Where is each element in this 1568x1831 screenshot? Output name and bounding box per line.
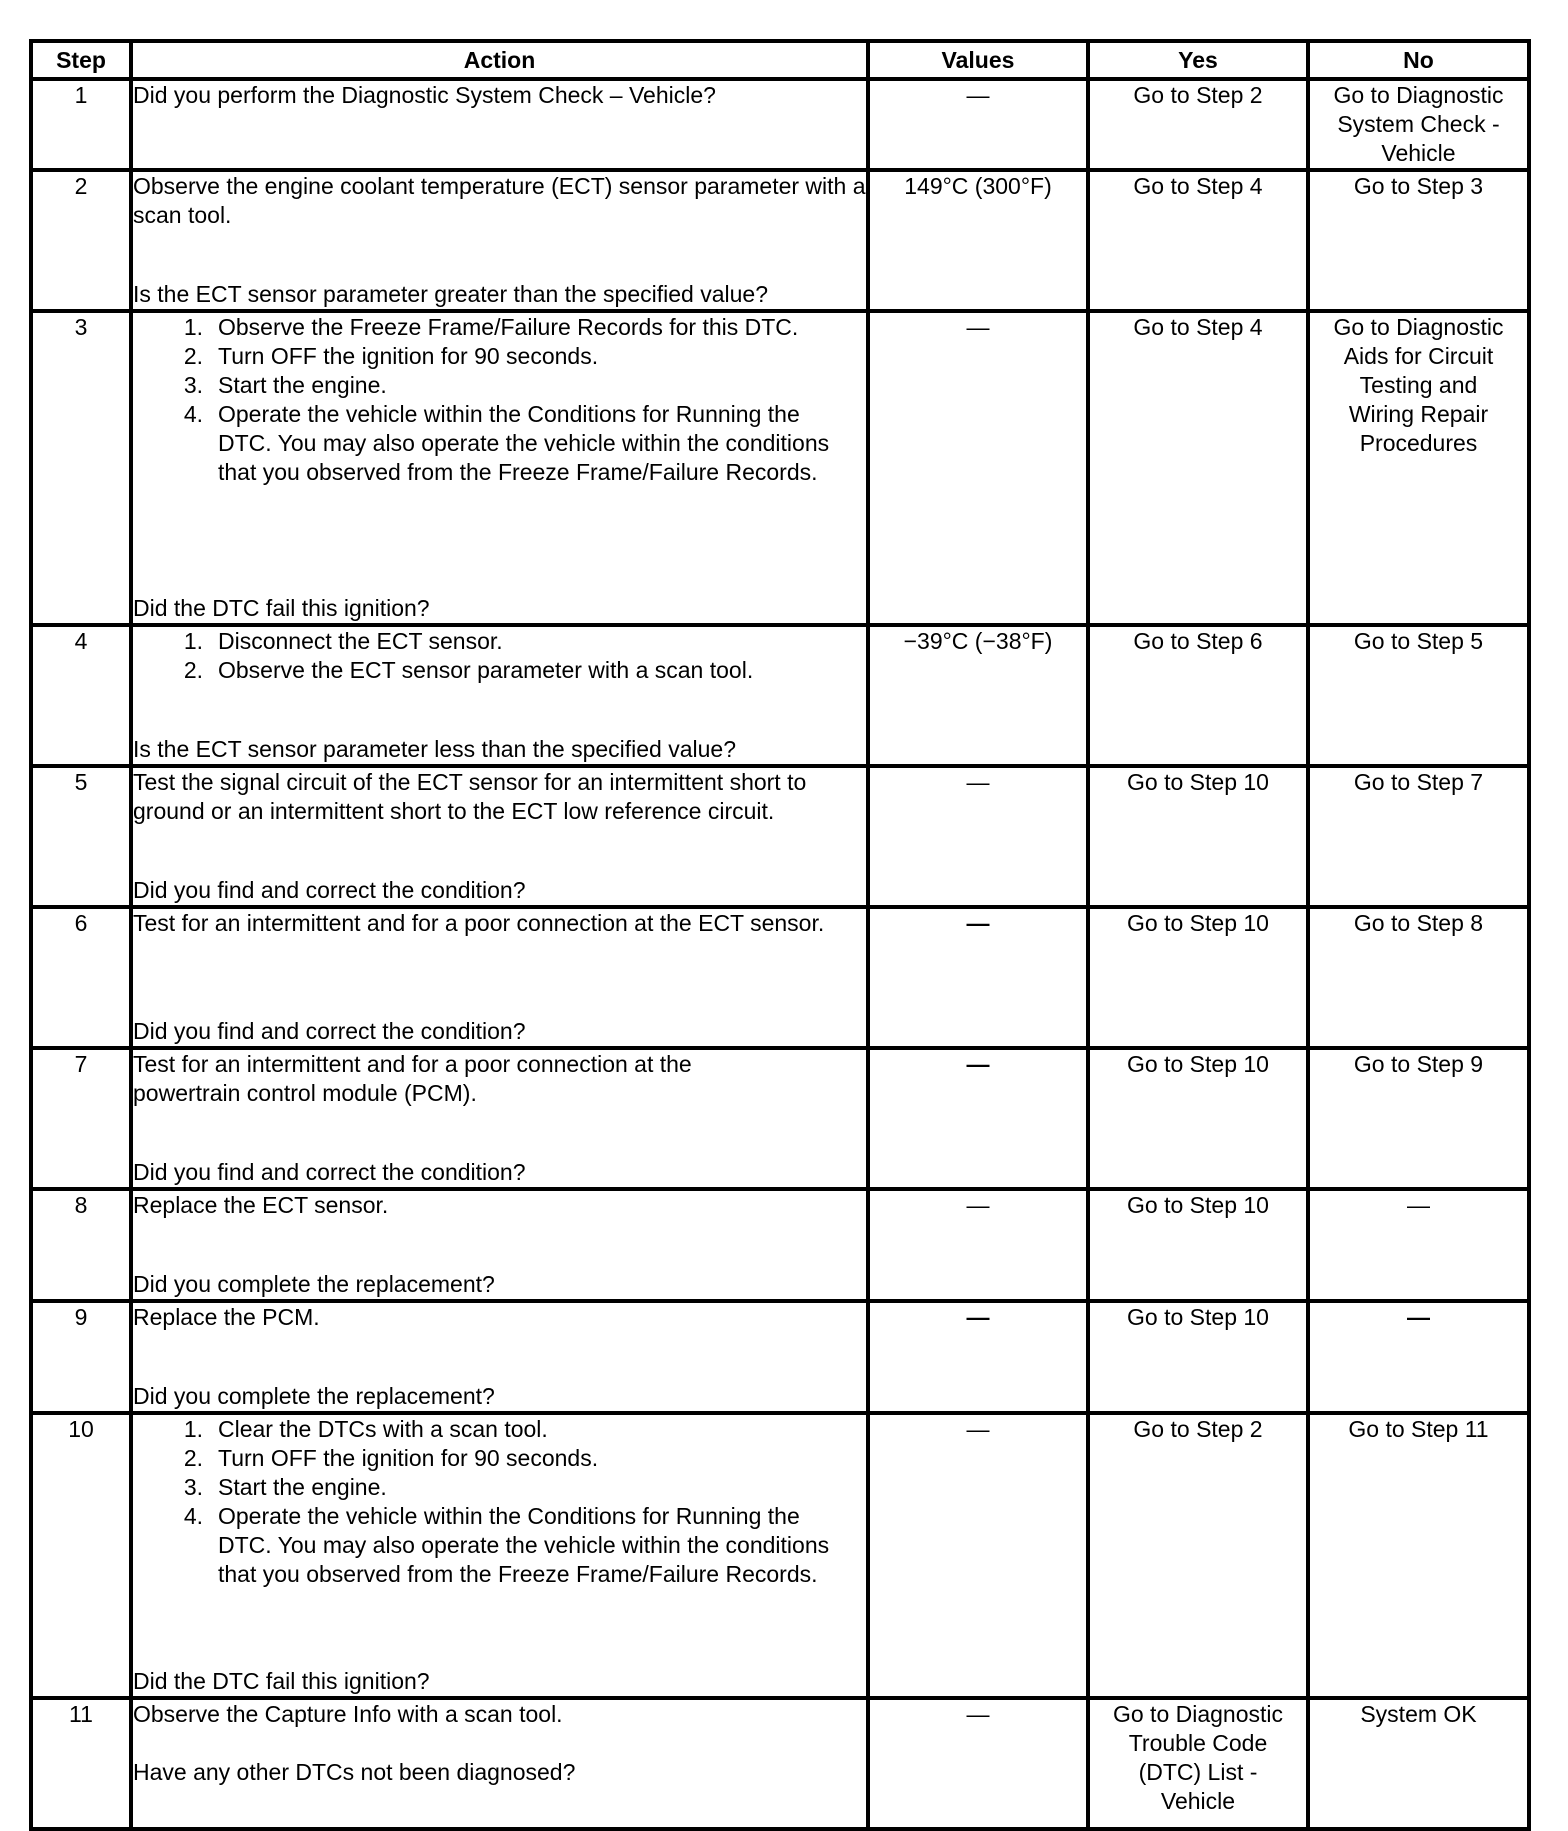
step-number: 5 xyxy=(31,766,131,907)
list-item xyxy=(133,313,866,342)
value-cell: — xyxy=(868,1189,1088,1301)
action-instruction: Did you perform the Diagnostic System Check – Vehicle? xyxy=(133,82,716,108)
list-item xyxy=(133,1415,866,1444)
table-row xyxy=(31,1189,1529,1301)
list-item xyxy=(133,1473,866,1502)
yes-cell: Go to Step 4 xyxy=(1088,311,1308,625)
diagnostic-table xyxy=(29,39,1531,1831)
substep-text: Turn OFF the ignition for 90 seconds. xyxy=(218,343,599,369)
no-cell: — xyxy=(1308,1189,1529,1301)
header-no: No xyxy=(1308,41,1529,79)
substep-number: 4. xyxy=(183,1503,203,1529)
yes-cell: Go to Step 4 xyxy=(1088,170,1308,311)
substep-text: Operate the vehicle within the Conditions for Running the DTC. You may also operate the vehicle within the conditions that you observed from the Freeze Frame/Failure Records. xyxy=(218,401,830,485)
step-number: 8 xyxy=(31,1189,131,1301)
substep-number: 1. xyxy=(183,628,203,654)
action-cell xyxy=(131,1301,868,1413)
step-number: 4 xyxy=(31,625,131,766)
step-number: 6 xyxy=(31,907,131,1048)
header-yes: Yes xyxy=(1088,41,1308,79)
yes-cell: Go to Step 10 xyxy=(1088,1301,1308,1413)
table-row xyxy=(31,1048,1529,1189)
table-row xyxy=(31,1413,1529,1698)
value-cell: — xyxy=(868,766,1088,907)
table-row xyxy=(31,625,1529,766)
yes-cell: Go to Step 10 xyxy=(1088,1189,1308,1301)
action-question: Did you complete the replacement? xyxy=(133,1383,495,1409)
list-item xyxy=(133,1502,866,1589)
yes-cell: Go to Diagnostic Trouble Code (DTC) List - Vehicle xyxy=(1088,1698,1308,1829)
action-cell xyxy=(131,907,868,1048)
list-item xyxy=(133,1444,866,1473)
action-cell xyxy=(131,1413,868,1698)
action-question: Did you complete the replacement? xyxy=(133,1271,495,1297)
value-cell: — xyxy=(868,907,1088,1048)
action-instruction: Test for an intermittent and for a poor connection at the ECT sensor. xyxy=(133,910,825,936)
substep-number: 2. xyxy=(183,343,203,369)
action-cell xyxy=(131,625,868,766)
value-cell: — xyxy=(868,79,1088,170)
step-number: 7 xyxy=(31,1048,131,1189)
substep-number: 1. xyxy=(183,1416,203,1442)
no-cell: Go to Step 8 xyxy=(1308,907,1529,1048)
yes-cell: Go to Step 6 xyxy=(1088,625,1308,766)
no-cell: Go to Diagnostic Aids for Circuit Testing and Wiring Repair Procedures xyxy=(1308,311,1529,625)
action-question: Is the ECT sensor parameter greater than the specified value? xyxy=(133,281,768,307)
substep-text: Clear the DTCs with a scan tool. xyxy=(218,1416,548,1442)
table-row xyxy=(31,170,1529,311)
yes-cell: Go to Step 2 xyxy=(1088,79,1308,170)
substep-text: Turn OFF the ignition for 90 seconds. xyxy=(218,1445,599,1471)
action-cell xyxy=(131,1698,868,1829)
header-values: Values xyxy=(868,41,1088,79)
action-question: Did the DTC fail this ignition? xyxy=(133,595,430,621)
substep-list xyxy=(133,627,866,685)
action-instruction: Replace the PCM. xyxy=(133,1304,320,1330)
value-cell: — xyxy=(868,311,1088,625)
value-cell: — xyxy=(868,1698,1088,1829)
action-question: Did the DTC fail this ignition? xyxy=(133,1668,430,1694)
substep-text: Observe the Freeze Frame/Failure Records for this DTC. xyxy=(218,314,799,340)
value-cell: −39°C (−38°F) xyxy=(868,625,1088,766)
table-row xyxy=(31,311,1529,625)
action-instruction: Observe the Capture Info with a scan tool. xyxy=(133,1701,563,1727)
step-number: 9 xyxy=(31,1301,131,1413)
spacer xyxy=(133,1729,866,1758)
step-number: 1 xyxy=(31,79,131,170)
substep-number: 3. xyxy=(183,372,203,398)
action-question: Did you find and correct the condition? xyxy=(133,1018,526,1044)
action-instruction: Test for an intermittent and for a poor connection at the powertrain control module (PCM). xyxy=(133,1051,692,1106)
action-instruction: Replace the ECT sensor. xyxy=(133,1192,389,1218)
yes-cell: Go to Step 2 xyxy=(1088,1413,1308,1698)
substep-number: 2. xyxy=(183,1445,203,1471)
table-row xyxy=(31,1301,1529,1413)
table-row xyxy=(31,79,1529,170)
no-cell: Go to Step 11 xyxy=(1308,1413,1529,1698)
no-cell: System OK xyxy=(1308,1698,1529,1829)
step-number: 10 xyxy=(31,1413,131,1698)
yes-cell: Go to Step 10 xyxy=(1088,1048,1308,1189)
substep-text: Start the engine. xyxy=(218,372,387,398)
value-cell: — xyxy=(868,1048,1088,1189)
action-cell xyxy=(131,1189,868,1301)
substep-number: 1. xyxy=(183,314,203,340)
no-cell: Go to Diagnostic System Check - Vehicle xyxy=(1308,79,1529,170)
substep-number: 2. xyxy=(183,657,203,683)
table-row xyxy=(31,907,1529,1048)
no-cell: Go to Step 9 xyxy=(1308,1048,1529,1189)
action-instruction: Observe the engine coolant temperature (ECT) sensor parameter with a scan tool. xyxy=(133,173,866,228)
action-question: Did you find and correct the condition? xyxy=(133,877,526,903)
header-step: Step xyxy=(31,41,131,79)
table-row xyxy=(31,766,1529,907)
list-item xyxy=(133,400,866,487)
substep-text: Disconnect the ECT sensor. xyxy=(218,628,503,654)
list-item xyxy=(133,656,866,685)
step-number: 2 xyxy=(31,170,131,311)
action-question: Did you find and correct the condition? xyxy=(133,1159,526,1185)
substep-list xyxy=(133,313,866,487)
action-instruction: Test the signal circuit of the ECT sensor for an intermittent short to ground or an intermittent short to the ECT low reference circuit. xyxy=(133,769,807,824)
step-number: 3 xyxy=(31,311,131,625)
no-cell: Go to Step 5 xyxy=(1308,625,1529,766)
list-item xyxy=(133,342,866,371)
no-cell: Go to Step 7 xyxy=(1308,766,1529,907)
header-row xyxy=(31,41,1529,79)
yes-cell: Go to Step 10 xyxy=(1088,907,1308,1048)
substep-number: 4. xyxy=(183,401,203,427)
action-cell xyxy=(131,79,868,170)
list-item xyxy=(133,371,866,400)
action-cell xyxy=(131,766,868,907)
no-cell: Go to Step 3 xyxy=(1308,170,1529,311)
value-cell: 149°C (300°F) xyxy=(868,170,1088,311)
value-cell: — xyxy=(868,1301,1088,1413)
substep-text: Observe the ECT sensor parameter with a scan tool. xyxy=(218,657,754,683)
action-question: Have any other DTCs not been diagnosed? xyxy=(133,1759,576,1785)
action-question: Is the ECT sensor parameter less than the specified value? xyxy=(133,736,737,762)
action-cell xyxy=(131,311,868,625)
list-item xyxy=(133,627,866,656)
substep-text: Start the engine. xyxy=(218,1474,387,1500)
substep-list xyxy=(133,1415,866,1589)
step-number: 11 xyxy=(31,1698,131,1829)
value-cell: — xyxy=(868,1413,1088,1698)
action-cell xyxy=(131,1048,868,1189)
substep-text: Operate the vehicle within the Conditions for Running the DTC. You may also operate the vehicle within the conditions that you observed from the Freeze Frame/Failure Records. xyxy=(218,1503,830,1587)
table-row xyxy=(31,1698,1529,1829)
yes-cell: Go to Step 10 xyxy=(1088,766,1308,907)
no-cell: — xyxy=(1308,1301,1529,1413)
header-action: Action xyxy=(131,41,868,79)
action-cell xyxy=(131,170,868,311)
substep-number: 3. xyxy=(183,1474,203,1500)
